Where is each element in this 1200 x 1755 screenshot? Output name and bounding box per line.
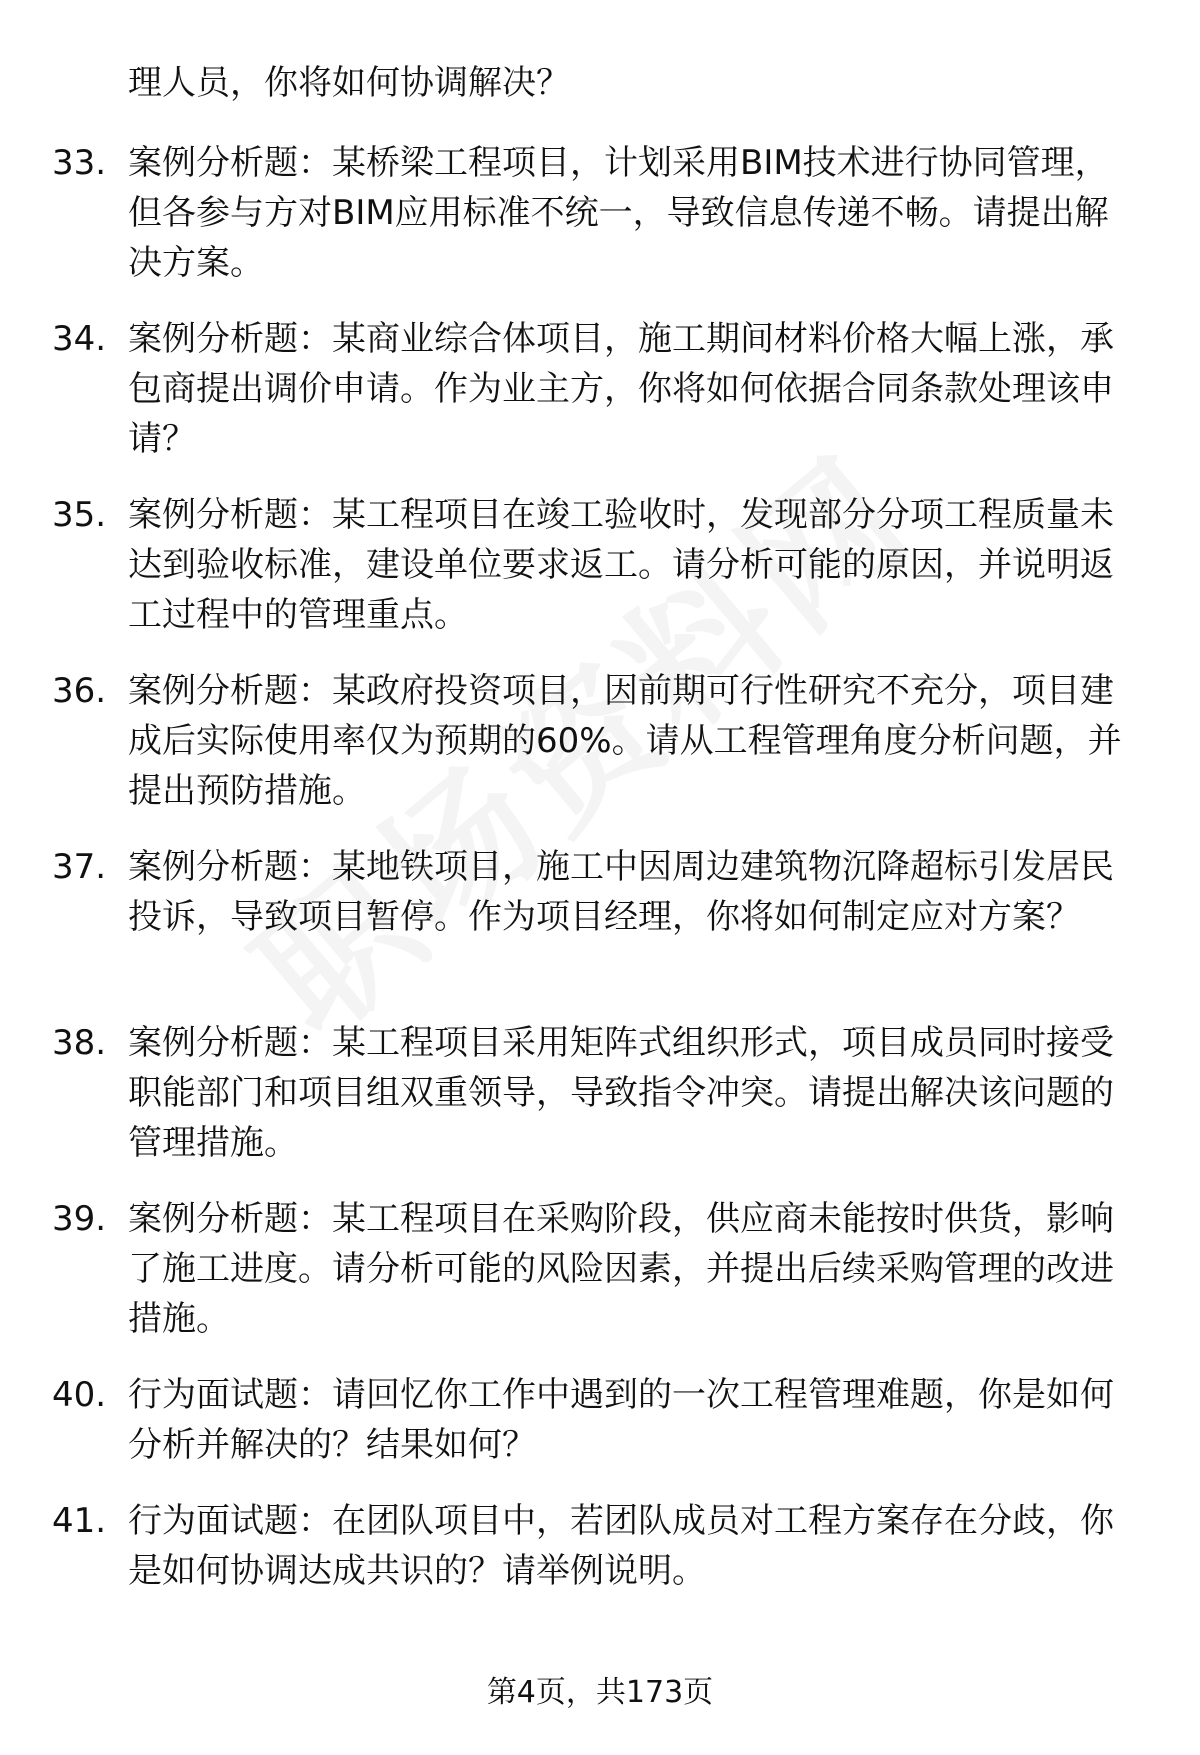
question-text: 案例分析题：某工程项目在采购阶段，供应商未能按时供货，影响了施工进度。请分析可能的风险因素，并提出后续采购管理的改进措施。 <box>128 1199 1114 1339</box>
question-text: 案例分析题：某工程项目采用矩阵式组织形式，项目成员同时接受职能部门和项目组双重领导，导致指令冲突。请提出解决该问题的管理措施。 <box>128 1023 1114 1163</box>
question-number: 35. <box>52 495 107 535</box>
question-number: 33. <box>52 143 107 183</box>
question-number: 36. <box>52 671 107 711</box>
question-text: 案例分析题：某商业综合体项目，施工期间材料价格大幅上涨，承包商提出调价申请。作为业主方，你将如何依据合同条款处理该申请？ <box>128 319 1114 459</box>
question-text: 行为面试题：请回忆你工作中遇到的一次工程管理难题，你是如何分析并解决的？结果如何？ <box>128 1375 1114 1465</box>
question-text: 案例分析题：某地铁项目，施工中因周边建筑物沉降超标引发居民投诉，导致项目暂停。作为项目经理，你将如何制定应对方案？ <box>128 847 1114 937</box>
question-number: 34. <box>52 319 107 359</box>
question-number: 38. <box>52 1023 107 1063</box>
page-footer: 第4页，共173页 <box>486 1675 714 1710</box>
question-text: 案例分析题：某桥梁工程项目，计划采用BIM技术进行协同管理，但各参与方对BIM应用标准不统一，导致信息传递不畅。请提出解决方案。 <box>128 143 1109 283</box>
question-number: 40. <box>52 1375 107 1415</box>
question-text: 案例分析题：某政府投资项目，因前期可行性研究不充分，项目建成后实际使用率仅为预期的60%。请从工程管理角度分析问题，并提出预防措施。 <box>128 671 1122 811</box>
continued-question-text: 理人员，你将如何协调解决？ <box>128 63 570 103</box>
question-text: 行为面试题：在团队项目中，若团队成员对工程方案存在分歧，你是如何协调达成共识的？请举例说明。 <box>128 1501 1114 1591</box>
question-number: 39. <box>52 1199 107 1239</box>
question-number: 41. <box>52 1501 107 1541</box>
question-text: 案例分析题：某工程项目在竣工验收时，发现部分分项工程质量未达到验收标准，建设单位要求返工。请分析可能的原因，并说明返工过程中的管理重点。 <box>128 495 1114 635</box>
question-number: 37. <box>52 847 107 887</box>
